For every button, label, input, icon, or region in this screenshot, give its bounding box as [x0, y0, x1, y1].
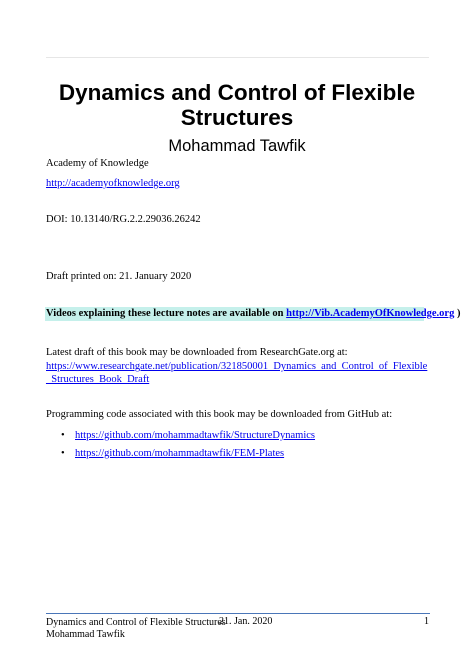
videos-notice-suffix: )	[454, 308, 461, 319]
doi-text: DOI: 10.13140/RG.2.2.29036.26242	[46, 214, 201, 225]
researchgate-intro: Latest draft of this book may be downloaded from ResearchGate.org at:	[46, 347, 348, 358]
footer-rule	[46, 613, 430, 614]
draft-date: Draft printed on: 21. January 2020	[46, 271, 192, 282]
publisher-link[interactable]: http://academyofknowledge.org	[46, 178, 180, 189]
videos-notice	[45, 307, 461, 321]
github-link-structure-dynamics[interactable]: https://github.com/mohammadtawfik/StructureDynamics	[75, 430, 316, 441]
footer-date: 21. Jan. 2020	[219, 616, 273, 627]
researchgate-link[interactable]: https://www.researchgate.net/publication/321850001_Dynamics_and_Control_of_Flexible_Structures_Book_Draft	[46, 361, 428, 385]
bullet-icon: •	[61, 430, 65, 441]
footer-book-title: Dynamics and Control of Flexible Structures	[46, 617, 226, 628]
page-number: 1	[424, 616, 429, 627]
bullet-icon: •	[61, 448, 65, 459]
github-intro: Programming code associated with this book may be downloaded from GitHub at:	[46, 409, 393, 420]
github-link-fem-plates[interactable]: https://github.com/mohammadtawfik/FEM-Plates	[75, 448, 285, 459]
publisher-name: Academy of Knowledge	[46, 158, 149, 169]
videos-notice-text: Videos explaining these lecture notes are available on	[46, 308, 287, 319]
videos-link[interactable]: http://Vib.AcademyOfKnowledge.org	[286, 308, 455, 319]
header-rule	[46, 57, 429, 58]
document-author: Mohammad Tawfik	[168, 137, 306, 155]
footer-author: Mohammad Tawfik	[46, 629, 125, 640]
document-title: Dynamics and Control of Flexible Structures	[58, 80, 416, 130]
